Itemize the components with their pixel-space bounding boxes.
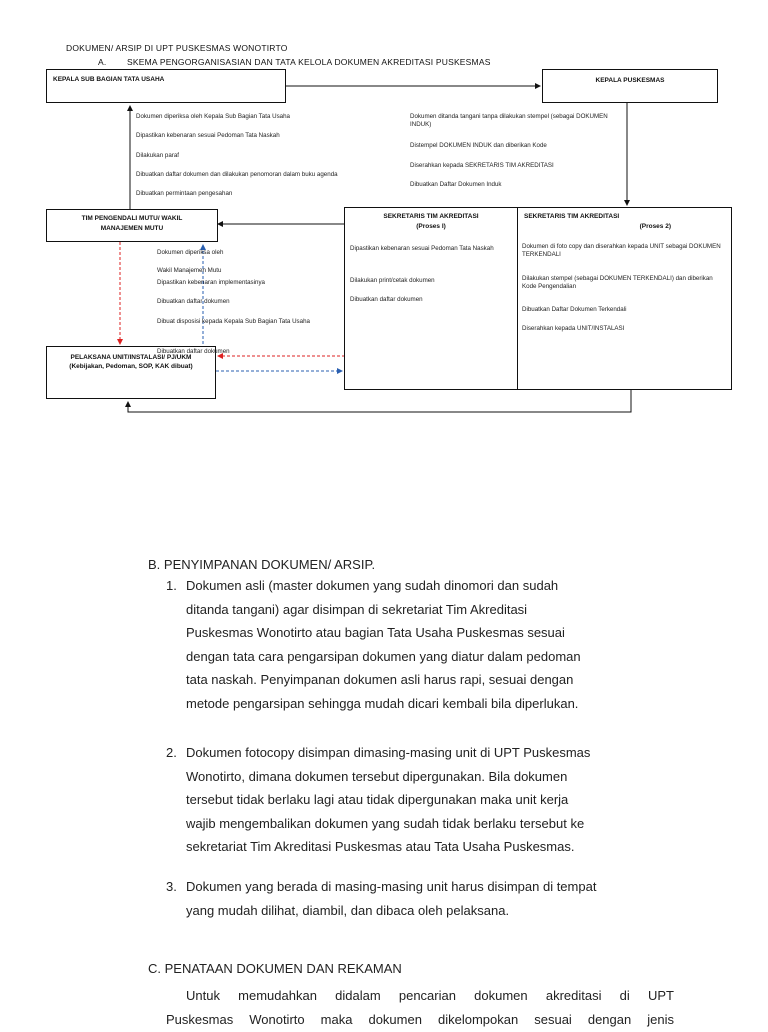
list-item-line: sekretariat Tim Akreditasi Puskesmas atau Tata Usaha Puskesmas. <box>186 839 575 854</box>
note-tu-1: Dokumen diperiksa oleh Kepala Sub Bagian Tata Usaha <box>136 113 290 120</box>
note-mutu-5: Dibuat disposisi kepada Kepala Sub Bagian Tata Usaha <box>157 318 310 325</box>
paragraph-line: Untuk memudahkan didalam pencarian dokumen akreditasi di UPT <box>186 988 674 1003</box>
note-mutu-4: Dibuatkan daftar dokumen <box>157 298 230 305</box>
note-kepala-1: Dokumen ditanda tangani tanpa dilakukan stempel (sebagai DOKUMEN INDUK) <box>410 113 608 128</box>
note-kepala-3: Diserahkan kepada SEKRETARIS TIM AKREDITASI <box>410 162 554 169</box>
box-sekr2-line2: (Proses 2) <box>639 223 671 230</box>
box-kepala-sub-tu-label: KEPALA SUB BAGIAN TATA USAHA <box>53 76 165 83</box>
box-pelaksana-line2: (Kebijakan, Pedoman, SOP, KAK dibuat) <box>69 363 193 370</box>
list-item-line: yang mudah dilihat, diambil, dan dibaca oleh pelaksana. <box>186 902 510 918</box>
note-sekr2-2: Dilakukan stempel (sebagai DOKUMEN TERKENDALI) dan diberikan Kode Pengendalian <box>522 275 713 290</box>
box-kepala-puskesmas <box>542 69 718 103</box>
box-tim-pengendali-mutu <box>46 209 218 242</box>
note-tu-5: Dibuatkan permintaan pengesahan <box>136 190 233 197</box>
section-c-paragraph <box>186 984 674 1008</box>
box-sekr1-line1: SEKRETARIS TIM AKREDITASI <box>383 213 479 220</box>
box-sekretaris-proses-2 <box>517 207 732 390</box>
note-mutu-3: Dipastikan kebenaran implementasinya <box>157 279 265 286</box>
list-item-line: ditanda tangani) agar disimpan di sekretariat Tim Akreditasi <box>186 601 528 617</box>
note-sekr1-2: Dilakukan print/cetak dokumen <box>350 277 435 284</box>
section-c-paragraph-cont <box>166 1008 674 1032</box>
list-item-line: wajib mengembalikan dokumen yang sudah tidak berlaku tersebut ke <box>186 815 585 831</box>
box-sekr2-line1: SEKRETARIS TIM AKREDITASI <box>524 213 620 220</box>
note-kepala-2: Distempel DOKUMEN INDUK dan diberikan Kode <box>410 142 547 149</box>
list-item-line: metode pengarsipan sehingga mudah dicari kembali bila diperlukan. <box>186 695 579 711</box>
list-item-line: Dokumen asli (master dokumen yang sudah dinomori dan sudah <box>186 578 559 593</box>
box-kepala-puskesmas-label: KEPALA PUSKESMAS <box>595 77 665 84</box>
note-mutu-1: Dokumen diperiksa oleh <box>157 249 224 256</box>
note-mutu-2: Wakil Manajemen Mutu <box>157 267 222 274</box>
note-tu-3: Dilakukan paraf <box>136 152 179 159</box>
note-tu-2: Dipastikan kebenaran sesuai Pedoman Tata Naskah <box>136 132 280 139</box>
section-c-heading: C. PENATAAN DOKUMEN DAN REKAMAN <box>148 961 402 976</box>
list-item-line: Dokumen yang berada di masing-masing unit harus disimpan di tempat <box>186 879 597 894</box>
box-tim-mutu-line1: TIM PENGENDALI MUTU/ WAKIL <box>81 215 183 222</box>
list-item-number: 2. <box>166 745 177 760</box>
note-sekr2-4: Diserahkan kepada UNIT/INSTALASI <box>522 325 625 332</box>
box-sekr1-line2: (Proses I) <box>416 223 446 230</box>
list-item-number: 3. <box>166 879 177 894</box>
diagram-title: SKEMA PENGORGANISASIAN DAN TATA KELOLA DOKUMEN AKREDITASI PUSKESMAS <box>127 57 491 67</box>
subsection-marker: A. <box>98 57 107 67</box>
list-item-line: tersebut tidak berlaku lagi atau tidak dipergunakan maka unit kerja <box>186 792 569 807</box>
section-b-heading: B. PENYIMPANAN DOKUMEN/ ARSIP. <box>148 557 376 572</box>
list-item-line: Dokumen fotocopy disimpan dimasing-masing unit di UPT Puskesmas <box>186 745 591 760</box>
note-sekr1-3: Dibuatkan daftar dokumen <box>350 296 423 303</box>
list-item-line: Wonotirto, dimana dokumen tersebut dipergunakan. Bila dokumen <box>186 768 568 784</box>
note-tu-4: Dibuatkan daftar dokumen dan dilakukan penomoran dalam buku agenda <box>136 171 338 178</box>
list-item-number: 1. <box>166 578 177 593</box>
paragraph-line: Puskesmas Wonotirto maka dokumen dikelompokan sesuai dengan jenis <box>166 1012 674 1027</box>
note-sekr2-3: Dibuatkan Daftar Dokumen Terkendali <box>522 306 627 313</box>
box-tim-mutu-line2: MANAJEMEN MUTU <box>100 225 164 232</box>
list-item-line: dengan tata cara pengarsipan dokumen yang diatur dalam pedoman <box>186 648 581 664</box>
note-kepala-4: Dibuatkan Daftar Dokumen Induk <box>410 181 502 188</box>
box-pelaksana-line1: PELAKSANA UNIT/INSTALASI/ PJ/UKM <box>70 354 192 361</box>
list-item-line: tata naskah. Penyimpanan dokumen asli harus rapi, sesuai dengan <box>186 672 574 687</box>
note-sekr1-1: Dipastikan kebenaran sesuai Pedoman Tata Naskah <box>350 245 494 252</box>
box-kepala-sub-tu <box>46 69 286 103</box>
note-mutu-6: Dibuatkan daftar dokumen <box>157 348 230 355</box>
note-sekr2-1: Dokumen di foto copy dan diserahkan kepada UNIT sebagai DOKUMEN TERKENDALI <box>522 243 721 258</box>
list-item-line: Puskesmas Wonotirto atau bagian Tata Usaha Puskesmas sesuai <box>186 625 565 640</box>
document-title: DOKUMEN/ ARSIP DI UPT PUSKESMAS WONOTIRTO <box>66 43 288 53</box>
